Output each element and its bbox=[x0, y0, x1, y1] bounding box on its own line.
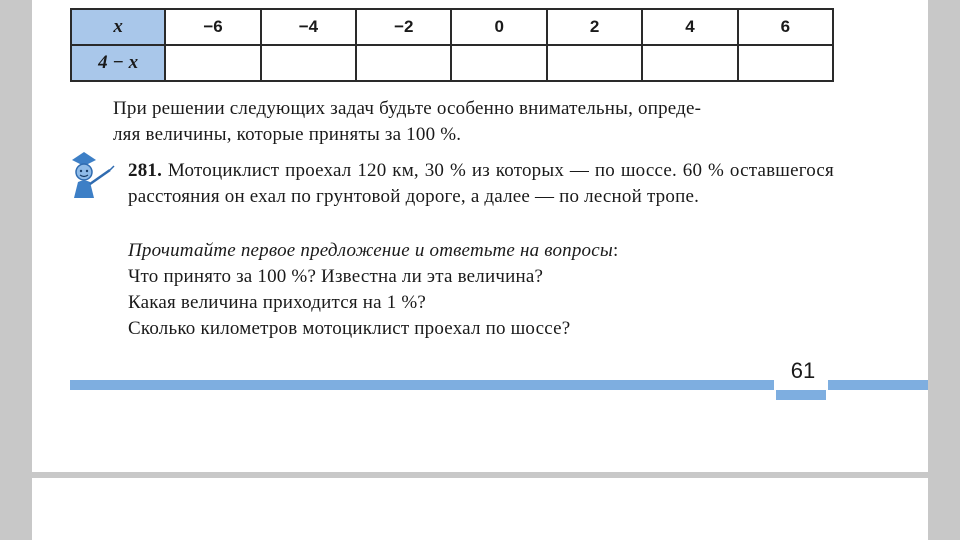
table-cell-empty bbox=[738, 45, 833, 81]
questions-block bbox=[128, 238, 834, 342]
footer-bar-tab bbox=[776, 390, 826, 400]
question-3: Сколько километров мотоциклист проехал по шоссе? bbox=[128, 318, 571, 339]
next-page bbox=[32, 478, 928, 540]
problem-text: Мотоциклист проехал 120 км, 30 % из которых — по шоссе. 60 % оставшегося расстояния он ехал по грунтовой дороге, а далее — по лесной тропе. bbox=[128, 160, 834, 207]
values-table bbox=[70, 8, 834, 82]
table-cell-empty bbox=[547, 45, 642, 81]
table-cell-x: −2 bbox=[356, 9, 451, 45]
table-cell-x: 2 bbox=[547, 9, 642, 45]
intro-paragraph bbox=[113, 96, 833, 148]
table-cell-x: 4 bbox=[642, 9, 737, 45]
questions-instruction: Прочитайте первое предложение и ответьте на вопросы bbox=[128, 240, 613, 261]
table-header-4-minus-x: 4 − x bbox=[71, 45, 165, 81]
questions-instruction-colon: : bbox=[612, 240, 619, 261]
question-1: Что принято за 100 %? Известна ли эта величина? bbox=[128, 266, 544, 287]
intro-line-2: ляя величины, которые приняты за 100 %. bbox=[113, 124, 462, 145]
table-row-x bbox=[71, 9, 833, 45]
table-row-4-minus-x bbox=[71, 45, 833, 81]
page-number: 61 bbox=[790, 358, 816, 383]
table-header-x: x bbox=[71, 9, 165, 45]
table-cell-empty bbox=[642, 45, 737, 81]
table-cell-empty bbox=[261, 45, 356, 81]
table-cell-x: −6 bbox=[165, 9, 260, 45]
intro-line-1: При решении следующих задач будьте особенно внимательны, опреде- bbox=[113, 98, 702, 119]
teacher-pointer-icon bbox=[70, 148, 116, 198]
table-cell-x: −4 bbox=[261, 9, 356, 45]
table-cell-x: 0 bbox=[451, 9, 546, 45]
problem-number: 281. bbox=[128, 160, 163, 181]
table-cell-x: 6 bbox=[738, 9, 833, 45]
table-cell-empty bbox=[165, 45, 260, 81]
question-2: Какая величина приходится на 1 %? bbox=[128, 292, 427, 313]
problem-281 bbox=[128, 158, 834, 210]
table-cell-empty bbox=[451, 45, 546, 81]
questions-instruction-line bbox=[128, 238, 834, 264]
table-cell-empty bbox=[356, 45, 451, 81]
textbook-page bbox=[32, 0, 928, 472]
